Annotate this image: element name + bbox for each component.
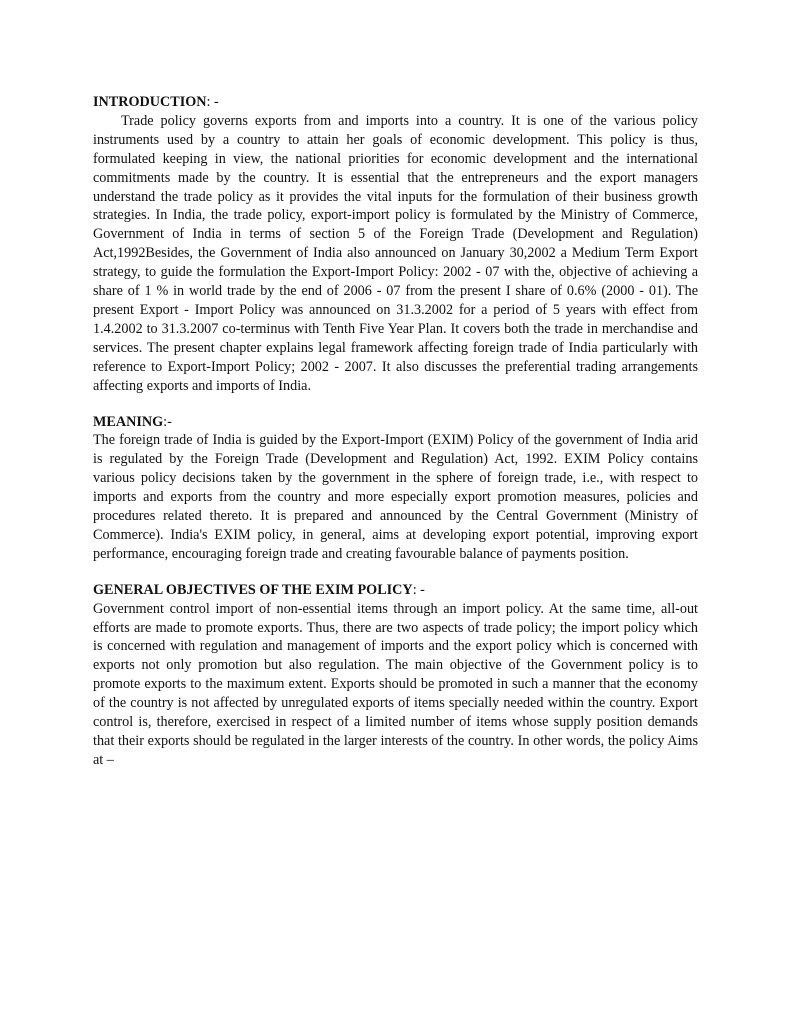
document-page: [93, 93, 698, 770]
objectives-paragraph: Government control import of non-essential items through an import policy. At the same time, all-out efforts are made to promote exports. Thus, there are two aspects of trade policy; the import policy which is concerned with regulation and management of imports and the export policy which is concerned with exports not only promotion but also regulation. The main objective of the Government policy is to promote exports to the maximum extent. Exports should be promoted in such a manner that the economy of the country is not affected by unregulated exports of items specially needed within the country. Export control is, therefore, exercised in respect of a limited number of items whose supply position demands that their exports should be regulated in the larger interests of the country. In other words, the policy Aims at –: [93, 600, 698, 768]
section-gap: [93, 564, 698, 581]
meaning-section: [93, 413, 698, 564]
introduction-heading-suffix: : -: [206, 94, 219, 110]
objectives-section: [93, 581, 698, 770]
meaning-heading-text: MEANING: [93, 413, 164, 430]
introduction-paragraph: Trade policy governs exports from and imports into a country. It is one of the various policy instruments used by a country to attain her goals of economic development. This policy is thus, formulated keeping in view, the national priorities for economic development and the international commitments made by the country. It is essential that the entrepreneurs and the export managers understand the trade policy as it provides the vital inputs for the formulation of their business growth strategies. In India, the trade policy, export-import policy is formulated by the Ministry of Commerce, Government of India in terms of section 5 of the Foreign Trade (Development and Regulation) Act,1992Besides, the Government of India also announced on January 30,2002 a Medium Term Export strategy, to guide the formulation the Export-Import Policy: 2002 - 07 with the, objective of achieving a share of 1 % in world trade by the end of 2006 - 07 from the present I share of 0.6% (2000 - 01). The present Export - Import Policy was announced on 31.3.2002 for a period of 5 years with effect from 1.4.2002 to 31.3.2007 co-terminus with Tenth Five Year Plan. It covers both the trade in merchandise and services. The present chapter explains legal framework affecting foreign trade of India particularly with reference to Export-Import Policy; 2002 - 2007. It also discusses the preferential trading arrangements affecting exports and imports of India.: [93, 112, 698, 394]
section-gap: [93, 396, 698, 413]
introduction-heading: [93, 93, 698, 112]
meaning-heading: [93, 413, 698, 432]
objectives-heading-text: GENERAL OBJECTIVES OF THE EXIM POLICY: [93, 581, 413, 598]
introduction-heading-text: INTRODUCTION: [93, 94, 207, 110]
objectives-heading: [93, 581, 698, 600]
objectives-heading-suffix: : -: [412, 581, 425, 598]
meaning-heading-suffix: :-: [163, 413, 172, 430]
meaning-paragraph: The foreign trade of India is guided by the Export-Import (EXIM) Policy of the government of India arid is regulated by the Foreign Trade (Development and Regulation) Act, 1992. EXIM Policy contains various policy decisions taken by the government in the sphere of foreign trade, i.e., with respect to imports and exports from the country and more especially export promotion measures, policies and procedures related thereto. It is prepared and announced by the Central Government (Ministry of Commerce). India's EXIM policy, in general, aims at developing export potential, improving export performance, encouraging foreign trade and creating favourable balance of payments position.: [93, 432, 698, 562]
introduction-section: [93, 93, 698, 396]
